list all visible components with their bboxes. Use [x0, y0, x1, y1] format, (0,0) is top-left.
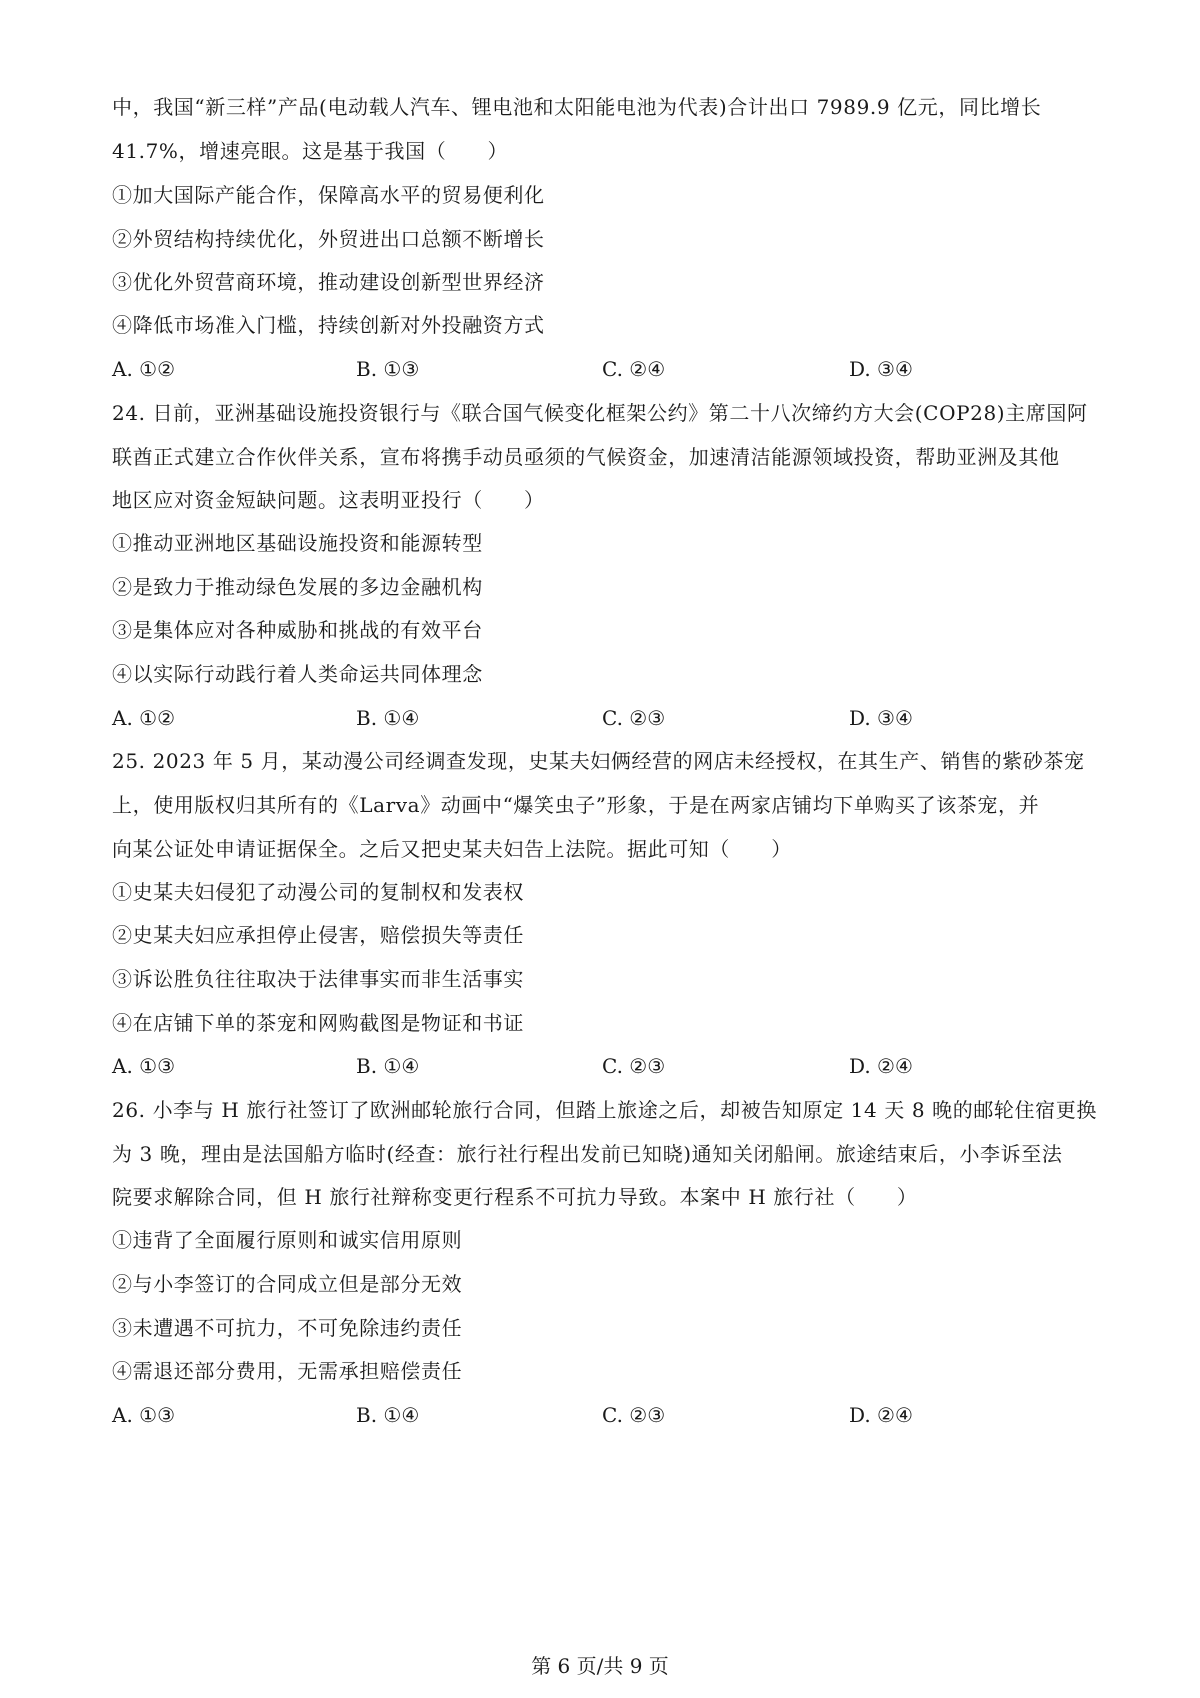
- question-text-line: 向某公证处申请证据保全。之后又把史某夫妇告上法院。据此可知（ ）: [112, 837, 792, 861]
- option-c: C. ②③: [602, 1054, 666, 1078]
- question-text-line: 26. 小李与 H 旅行社签订了欧洲邮轮旅行合同，但踏上旅途之后，却被告知原定 14 天 8 晚的邮轮住宿更换: [112, 1098, 1097, 1122]
- option-a: A. ①③: [112, 1054, 176, 1078]
- question-text-line: 41.7%，增速亮眼。这是基于我国（ ）: [112, 139, 509, 163]
- statement-2: ②是致力于推动绿色发展的多边金融机构: [112, 575, 483, 599]
- question-text-line: 联酋正式建立合作伙伴关系，宣布将携手动员亟须的气候资金，加速清洁能源领域投资，帮助亚洲及其他: [112, 445, 1060, 469]
- statement-3: ③是集体应对各种威胁和挑战的有效平台: [112, 618, 483, 642]
- statement-4: ④以实际行动践行着人类命运共同体理念: [112, 662, 483, 686]
- answer-options: [112, 1051, 1112, 1081]
- statement-1: ①违背了全面履行原则和诚实信用原则: [112, 1228, 463, 1252]
- statement-1: ①史某夫妇侵犯了动漫公司的复制权和发表权: [112, 880, 524, 904]
- question-text-line: 地区应对资金短缺问题。这表明亚投行（ ）: [112, 488, 545, 512]
- option-a: A. ①②: [112, 706, 176, 730]
- option-b: B. ①③: [356, 357, 420, 381]
- question-text-line: 25. 2023 年 5 月，某动漫公司经调查发现，史某夫妇俩经营的网店未经授权，在其生产、销售的紫砂茶宠: [112, 749, 1085, 773]
- statement-3: ③诉讼胜负往往取决于法律事实而非生活事实: [112, 967, 524, 991]
- option-a: A. ①②: [112, 357, 176, 381]
- answer-options: [112, 1400, 1112, 1430]
- option-c: C. ②③: [602, 1403, 666, 1427]
- option-c: C. ②④: [602, 357, 666, 381]
- option-b: B. ①④: [356, 706, 420, 730]
- statement-4: ④在店铺下单的茶宠和网购截图是物证和书证: [112, 1011, 524, 1035]
- question-text-line: 24. 日前，亚洲基础设施投资银行与《联合国气候变化框架公约》第二十八次缔约方大会(COP28)主席国阿: [112, 401, 1088, 425]
- option-d: D. ③④: [849, 357, 913, 381]
- answer-options: [112, 354, 1112, 384]
- option-b: B. ①④: [356, 1403, 420, 1427]
- option-d: D. ②④: [849, 1403, 913, 1427]
- statement-4: ④需退还部分费用，无需承担赔偿责任: [112, 1359, 463, 1383]
- question-text-line: 为 3 晚，理由是法国船方临时(经查：旅行社行程出发前已知晓)通知关闭船闸。旅途结束后，小李诉至法: [112, 1142, 1063, 1166]
- option-c: C. ②③: [602, 706, 666, 730]
- statement-1: ①推动亚洲地区基础设施投资和能源转型: [112, 531, 483, 555]
- option-a: A. ①③: [112, 1403, 176, 1427]
- option-b: B. ①④: [356, 1054, 420, 1078]
- statement-2: ②与小李签订的合同成立但是部分无效: [112, 1272, 463, 1296]
- question-text-line: 中，我国“新三样”产品(电动载人汽车、锂电池和太阳能电池为代表)合计出口 7989.9 亿元，同比增长: [112, 95, 1042, 119]
- option-d: D. ③④: [849, 706, 913, 730]
- statement-3: ③未遭遇不可抗力，不可免除违约责任: [112, 1316, 463, 1340]
- answer-options: [112, 703, 1112, 733]
- option-d: D. ②④: [849, 1054, 913, 1078]
- statement-4: ④降低市场准入门槛，持续创新对外投融资方式: [112, 313, 545, 337]
- statement-2: ②外贸结构持续优化，外贸进出口总额不断增长: [112, 227, 545, 251]
- question-text-line: 院要求解除合同，但 H 旅行社辩称变更行程系不可抗力导致。本案中 H 旅行社（ ）: [112, 1185, 918, 1209]
- page-number: 第 6 页/共 9 页: [531, 1654, 669, 1678]
- statement-2: ②史某夫妇应承担停止侵害，赔偿损失等责任: [112, 923, 524, 947]
- question-text-line: 上，使用版权归其所有的《Larva》动画中“爆笑虫子”形象，于是在两家店铺均下单购买了该茶宠，并: [112, 793, 1040, 817]
- statement-1: ①加大国际产能合作，保障高水平的贸易便利化: [112, 183, 545, 207]
- statement-3: ③优化外贸营商环境，推动建设创新型世界经济: [112, 270, 545, 294]
